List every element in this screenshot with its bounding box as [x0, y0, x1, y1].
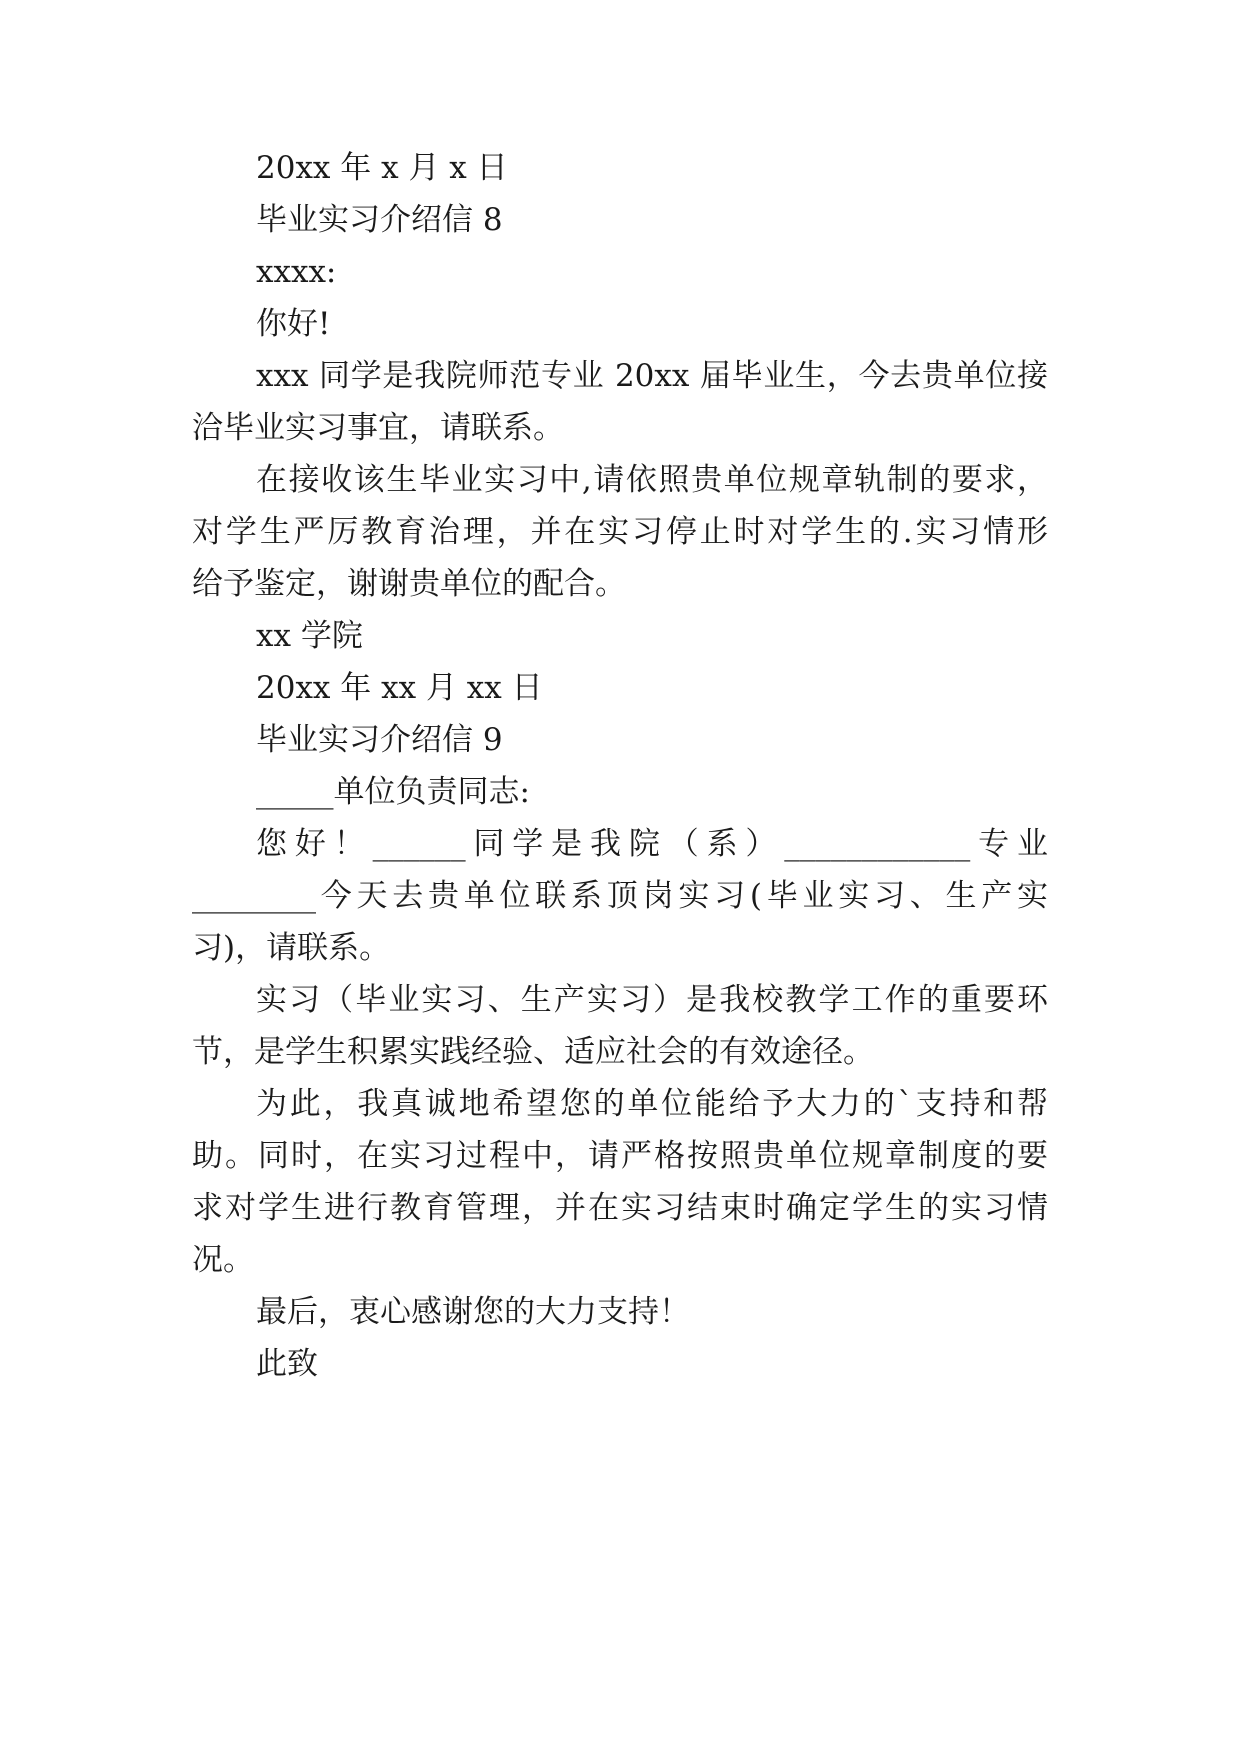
- greeting: 你好!: [256, 306, 331, 342]
- paragraph-line: 给予鉴定，谢谢贵单位的配合。: [192, 566, 626, 602]
- paragraph-line: 为此，我真诚地希望您的单位能给予大力的`支持和帮: [256, 1086, 1048, 1122]
- signature-institution: xx 学院: [256, 618, 363, 654]
- date-line: 20xx 年 x 月 x 日: [256, 150, 508, 186]
- letter-title: 毕业实习介绍信 8: [256, 202, 503, 238]
- paragraph-line: 节，是学生积累实践经验、适应社会的有效途径。: [192, 1034, 874, 1070]
- paragraph-line: 在接收该生毕业实习中,请依照贵单位规章轨制的要求，: [256, 462, 1048, 498]
- paragraph-line: xxx 同学是我院师范专业 20xx 届毕业生，今去贵单位接: [256, 358, 1048, 394]
- paragraph-line: 实习（毕业实习、生产实习）是我校教学工作的重要环: [256, 982, 1048, 1018]
- paragraph-line: 习)，请联系。: [192, 930, 391, 966]
- paragraph-line: 您好！______同学是我院（系）____________专业: [256, 826, 1048, 862]
- salutation: _____单位负责同志:: [256, 774, 530, 810]
- paragraph-line: 对学生严厉教育治理，并在实习停止时对学生的.实习情形: [192, 514, 1048, 550]
- salutation: xxxx:: [256, 254, 337, 290]
- paragraph-line: 助。同时，在实习过程中，请严格按照贵单位规章制度的要: [192, 1138, 1048, 1174]
- letter-title: 毕业实习介绍信 9: [256, 722, 503, 758]
- closing-regards: 此致: [256, 1346, 318, 1382]
- paragraph-line: ________今天去贵单位联系顶岗实习(毕业实习、生产实: [192, 878, 1048, 914]
- signature-date: 20xx 年 xx 月 xx 日: [256, 670, 543, 706]
- closing-thanks: 最后，衷心感谢您的大力支持！: [256, 1294, 690, 1330]
- paragraph-line: 洽毕业实习事宜，请联系。: [192, 410, 564, 446]
- paragraph-line: 求对学生进行教育管理，并在实习结束时确定学生的实习情: [192, 1190, 1048, 1226]
- paragraph-line: 况。: [192, 1242, 254, 1278]
